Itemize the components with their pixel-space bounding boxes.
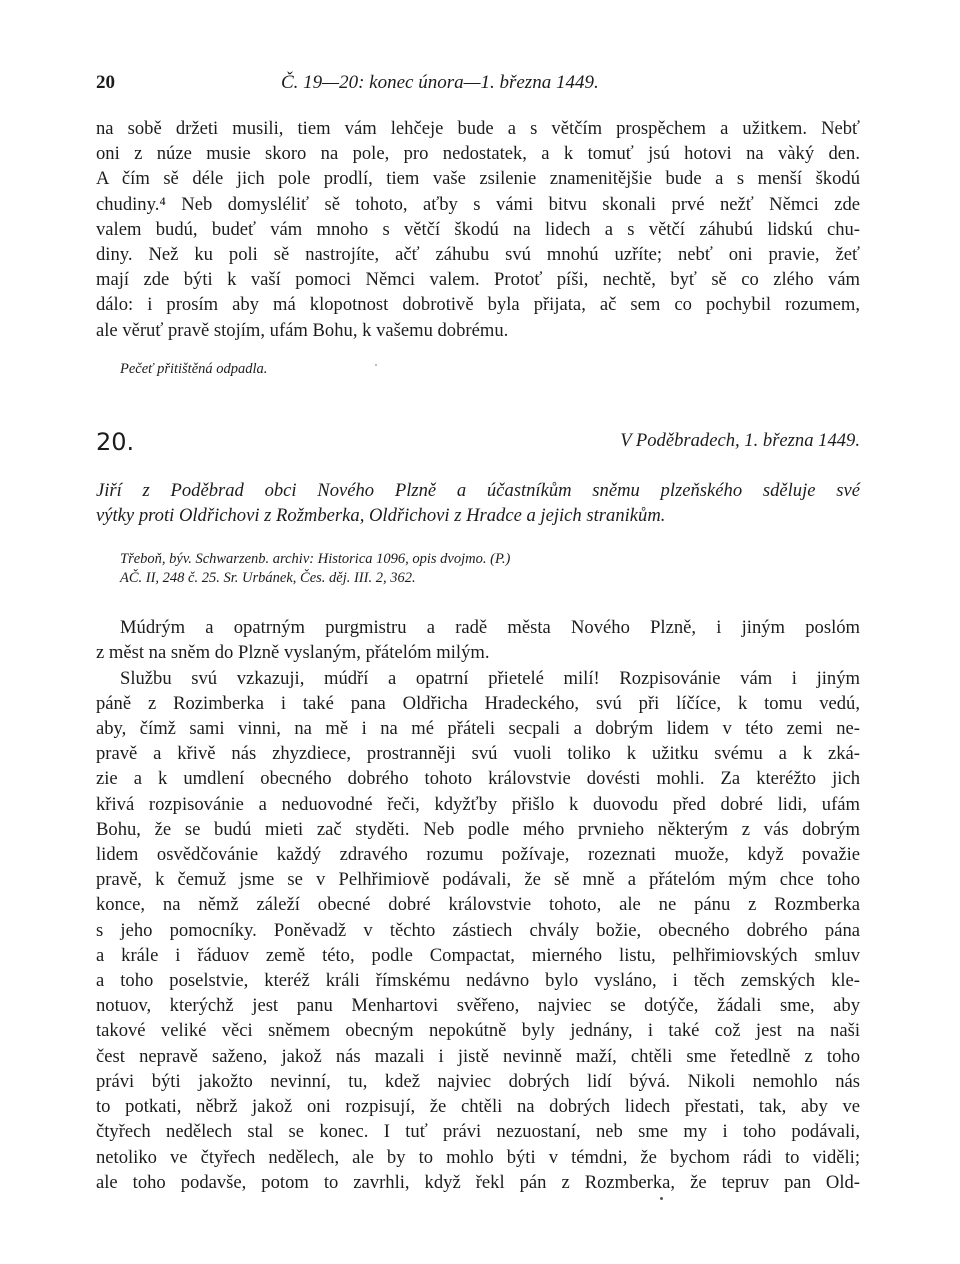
address-line: z měst na sněm do Plzně vyslaným, přátelóm milým. [96, 642, 490, 664]
document-header [96, 428, 860, 464]
letter-line: notuov, kterýchž jest panu Menhartovi svěřeno, najviec se dotýče, žádali sme, aby [96, 995, 860, 1017]
running-head [96, 72, 860, 102]
letter-line: zie a k umdlení obecného dobrého tohoto královstvie dovésti mohli. Za kteréžto jich [96, 768, 860, 790]
text-line: A čím sě déle jich pole prodlí, tiem vaše zsilenie znamenitějšie bude a s menší škodú [96, 168, 860, 190]
regest-line: Jiří z Poděbrad obci Nového Plzně a účastníkům sněmu plzeňského sděluje své [96, 479, 860, 501]
text-line: mají zde býti k vaší pomoci Němci valem. Protoť píši, nechtě, byť sě co zlého vám [96, 269, 860, 291]
text-line: na sobě držeti musili, tiem vám lehčeje bude a s větčím prospěchem a užitkem. Nebť [96, 118, 860, 139]
text-line: dálo: i prosím aby má klopotnost dobrotivě byla přijata, ač sem co pochybil rozumem, [96, 294, 860, 316]
text-line: ale věruť pravě stojím, ufám Bohu, k vašemu dobrému. [96, 319, 509, 341]
document-regest [96, 478, 860, 528]
letter-line: aby, čímž sami vinni, na mě i na mé přáteli secpali a dobrým lidem v této zemi ne- [96, 718, 860, 740]
address-line: Múdrým a opatrným purgmistru a radě města Nového Plzně, i jiným poslóm [120, 617, 860, 639]
text-line: oni z núze musie skoro na pole, pro nedostatek, a k tomuť jsú hotovi na vàký den. [96, 143, 860, 165]
letter-line: s jeho pomocníky. Poněvadž v těchto zástiech chvály božie, obecného dobrého pána [96, 919, 860, 941]
letter-line: a toho poselstvie, kteréž králi římskému nedávno bylo vysláno, i těch zemských kle- [96, 970, 860, 992]
letter-line: pravě, k čemuž jsme se v Pelhřimiově podávali, že sě mně a přátelóm mým chce toho [96, 869, 860, 891]
letter-line: lidem osvědčovánie každý zdravého rozumu požívaje, rozeznati muože, když považie [96, 844, 860, 866]
text-line: chudiny.⁴ Neb domysléliť sě tohoto, aťby s vámi bitvu skonali prvé nežť Němci zde [96, 193, 860, 215]
document-number: 20. [96, 427, 135, 456]
page [96, 72, 860, 1195]
letter-line: čest nepravě saženo, jakož nás mazali i jistě nevinně maží, chtěli sme řetedlně z toho [96, 1045, 860, 1067]
letter-line: netoliko ve čtyřech nedělech, ale by to mohlo býti v témdni, že bychom rádi to viděli; [96, 1146, 860, 1168]
seal-note: Pečeť přitištěná odpadla. [120, 360, 268, 377]
letter-line: křivá rozpisovánie a neduovodné řeči, kdyžťby přišlo k duovodu před dobré lidi, ufám [96, 793, 860, 815]
letter-line: Bohu, že se budú mieti zač styděti. Neb podle mého prvnieho některým z vás dobrým [96, 818, 860, 840]
continuation-text [96, 116, 860, 343]
document-place-date: V Poděbradech, 1. března 1449. [620, 429, 860, 451]
letter-line: takové veliké věci sněmem obecným nepokútně byly jednány, i také což jest na naši [96, 1020, 860, 1042]
text-line: diny. Než ku poli sě nastrojíte, ačť záhubu svú mnohú uzříte; nebť oni pravie, žeť [96, 244, 860, 266]
text-line: valem budú, budeť vám mnoho s větčí škodú na lidech a s větčí záhubú lidskú chu- [96, 218, 860, 240]
letter-body [96, 666, 860, 1195]
print-dot [660, 1197, 663, 1200]
source-line: Třeboň, býv. Schwarzenb. archiv: Historica 1096, opis dvojmo. (P.) [120, 551, 511, 568]
letter-line: páně z Rozimberka i také pana Oldřicha Hradeckého, svú při líčíce, k tomu vedú, [96, 692, 860, 714]
letter-line: to potkati, něbrž jakož oni rozpisují, že chtěli na dobrých lidech přestati, tak, aby ve [96, 1096, 860, 1118]
regest-line: výtky proti Oldřichovi z Rožmberka, Oldřichovi z Hradce a jejich stranikům. [96, 505, 666, 527]
letter-line: a krále i řáduov země této, podle Compactat, mierného listu, pelhřimiovských smluv [96, 944, 860, 966]
letter-line: ale toho podavše, potom to zavrhli, když řekl pán z Rozmberka, že tepruv pan Old- [96, 1171, 860, 1193]
letter-line: pravě a křivě nás zhyzdiece, prostranněji svú vuoli toliko k užitku svému a k zká- [96, 743, 860, 765]
letter-line: čtyřech nedělech stal se konec. I tuť právi nezuostaní, neb sme my i toho podávali, [96, 1121, 860, 1143]
letter-line: konce, na němž záleží obecné dobré královstvie tohoto, ale ne pánu z Rozmberka [96, 894, 860, 916]
running-title: Č. 19—20: konec února—1. března 1449. [281, 72, 599, 93]
document-sources [96, 550, 860, 587]
letter-line: Službu svú vzkazuji, múdří a opatrní přietelé milí! Rozpisovánie vám i jiným [120, 667, 860, 689]
letter-address [96, 615, 860, 665]
source-line: AČ. II, 248 č. 25. Sr. Urbánek, Čes. děj. III. 2, 362. [120, 569, 416, 586]
print-speck [375, 364, 377, 366]
page-number: 20 [96, 72, 115, 93]
letter-line: právi býti jakožto nevinní, tu, kdež najviec dobrých lidí bývá. Nikoli nemohlo nás [96, 1070, 860, 1092]
